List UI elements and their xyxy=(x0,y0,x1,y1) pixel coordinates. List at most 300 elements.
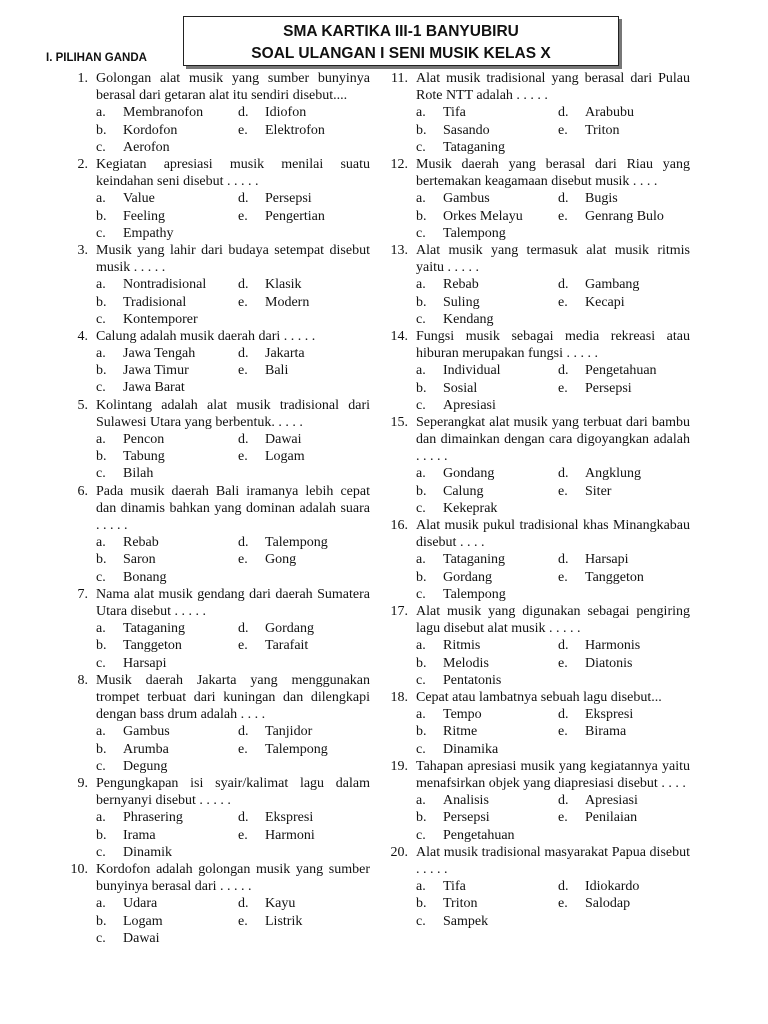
option-text: Tanggeton xyxy=(123,638,182,654)
option-text: Apresiasi xyxy=(443,397,496,413)
question-number: 12. xyxy=(390,156,408,172)
option-letter: c. xyxy=(96,466,106,482)
options-row xyxy=(96,225,370,242)
answer-option[interactable] xyxy=(416,190,558,207)
questions-column-left xyxy=(60,70,370,947)
question-text: Kegiatan apresiasi musik menilai suatu keindahan seni disebut . . . . . xyxy=(96,156,370,190)
option-text: Tataganing xyxy=(443,552,505,568)
option-letter: e. xyxy=(238,294,248,310)
answer-option[interactable] xyxy=(96,431,238,448)
option-letter: b. xyxy=(416,208,427,224)
option-letter: d. xyxy=(238,105,249,121)
question-item xyxy=(60,156,370,242)
option-text: Gordang xyxy=(265,621,314,637)
option-text: Sosial xyxy=(443,380,478,396)
option-letter: a. xyxy=(96,346,106,362)
question-number: 9. xyxy=(77,775,88,791)
answer-option[interactable] xyxy=(238,723,312,740)
answer-option[interactable] xyxy=(416,551,558,568)
options-row xyxy=(96,465,370,482)
question-number: 11. xyxy=(391,71,408,86)
answer-option[interactable] xyxy=(96,139,238,156)
answer-options xyxy=(96,895,370,947)
question-text: Pengungkapan isi syair/kalimat lagu dalam bernyanyi disebut . . . . . xyxy=(96,775,370,809)
answer-option[interactable] xyxy=(558,723,626,740)
answer-option[interactable] xyxy=(96,345,238,362)
option-text: Suling xyxy=(443,294,480,310)
answer-option[interactable] xyxy=(416,655,558,672)
options-row xyxy=(416,809,690,826)
answer-option[interactable] xyxy=(416,913,558,930)
answer-option[interactable] xyxy=(416,637,558,654)
answer-option[interactable] xyxy=(416,827,558,844)
answer-option[interactable] xyxy=(416,208,558,225)
option-text: Harsapi xyxy=(123,655,167,671)
option-letter: c. xyxy=(96,139,106,155)
option-letter: a. xyxy=(96,432,106,448)
answer-option[interactable] xyxy=(416,483,558,500)
option-text: Bilah xyxy=(123,466,154,482)
answer-option[interactable] xyxy=(238,551,296,568)
answer-option[interactable] xyxy=(96,362,238,379)
options-row xyxy=(416,362,690,379)
option-text: Diatonis xyxy=(585,655,633,671)
option-letter: d. xyxy=(558,363,569,379)
options-row xyxy=(96,551,370,568)
question-number: 2. xyxy=(77,156,88,172)
option-letter: b. xyxy=(416,724,427,740)
answer-option[interactable] xyxy=(558,895,630,912)
answer-option[interactable] xyxy=(416,741,558,758)
option-text: Kendang xyxy=(443,311,494,327)
answer-option[interactable] xyxy=(96,637,238,654)
option-letter: d. xyxy=(558,793,569,809)
option-text: Udara xyxy=(123,896,158,912)
answer-option[interactable] xyxy=(96,379,238,396)
option-text: Siter xyxy=(585,483,612,499)
answer-option[interactable] xyxy=(416,311,558,328)
options-row xyxy=(96,448,370,465)
option-letter: a. xyxy=(416,466,426,482)
answer-option[interactable] xyxy=(238,637,308,654)
options-row xyxy=(416,706,690,723)
answer-option[interactable] xyxy=(558,104,634,121)
answer-option[interactable] xyxy=(558,294,625,311)
option-text: Harmoni xyxy=(265,827,315,843)
option-text: Talempong xyxy=(443,225,506,241)
option-text: Feeling xyxy=(123,208,165,224)
question-text: Musik yang lahir dari budaya setempat disebut musik . . . . . xyxy=(96,242,370,276)
answer-option[interactable] xyxy=(416,895,558,912)
answer-options xyxy=(416,276,690,328)
option-letter: e. xyxy=(238,363,248,379)
option-letter: e. xyxy=(558,810,568,826)
option-text: Talempong xyxy=(443,586,506,602)
options-row xyxy=(416,465,690,482)
option-text: Phrasering xyxy=(123,810,183,826)
answer-option[interactable] xyxy=(416,294,558,311)
option-text: Triton xyxy=(443,896,478,912)
answer-options xyxy=(96,620,370,672)
answer-option[interactable] xyxy=(558,122,620,139)
answer-option[interactable] xyxy=(238,448,305,465)
option-text: Harsapi xyxy=(585,552,629,568)
option-letter: d. xyxy=(558,879,569,895)
option-text: Idiofon xyxy=(265,105,307,121)
option-letter: e. xyxy=(558,483,568,499)
option-text: Tataganing xyxy=(123,621,185,637)
question-number: 15. xyxy=(390,414,408,430)
option-letter: d. xyxy=(238,810,249,826)
answer-option[interactable] xyxy=(96,294,238,311)
answer-option[interactable] xyxy=(96,895,238,912)
option-letter: c. xyxy=(96,758,106,774)
answer-options xyxy=(416,706,690,758)
option-letter: e. xyxy=(558,208,568,224)
option-letter: d. xyxy=(238,346,249,362)
answer-options xyxy=(96,431,370,483)
question-item xyxy=(380,844,690,930)
option-letter: c. xyxy=(416,586,426,602)
answer-option[interactable] xyxy=(96,758,238,775)
option-text: Gordang xyxy=(443,569,492,585)
answer-option[interactable] xyxy=(96,208,238,225)
answer-option[interactable] xyxy=(238,276,302,293)
options-row xyxy=(416,190,690,207)
options-row xyxy=(416,792,690,809)
option-letter: b. xyxy=(96,741,107,757)
options-row xyxy=(96,723,370,740)
option-text: Salodap xyxy=(585,896,631,912)
school-name: SMA KARTIKA III-1 BANYUBIRU xyxy=(283,23,519,40)
option-letter: a. xyxy=(416,277,426,293)
option-letter: e. xyxy=(558,122,568,138)
answer-option[interactable] xyxy=(238,895,295,912)
question-item xyxy=(60,483,370,586)
answer-option[interactable] xyxy=(558,878,639,895)
option-letter: a. xyxy=(416,363,426,379)
answer-option[interactable] xyxy=(238,345,305,362)
option-text: Penilaian xyxy=(585,810,638,826)
answer-option[interactable] xyxy=(416,465,558,482)
question-text: Calung adalah musik daerah dari . . . . . xyxy=(96,328,316,344)
answer-option[interactable] xyxy=(558,208,664,225)
answer-options xyxy=(96,534,370,586)
option-letter: c. xyxy=(416,397,426,413)
answer-option[interactable] xyxy=(416,792,558,809)
answer-option[interactable] xyxy=(416,878,558,895)
question-text: Seperangkat alat musik yang terbuat dari bambu dan dimainkan dengan cara digoyangkan adalah . . . . . xyxy=(416,414,690,465)
question-item xyxy=(380,70,690,156)
option-text: Dawai xyxy=(265,432,302,448)
options-row xyxy=(96,294,370,311)
questions-column-right xyxy=(380,70,690,930)
answer-option[interactable] xyxy=(416,569,558,586)
answer-option[interactable] xyxy=(96,723,238,740)
option-text: Listrik xyxy=(265,913,303,929)
option-text: Nontradisional xyxy=(123,277,207,293)
question-item xyxy=(380,156,690,242)
answer-options xyxy=(96,276,370,328)
options-row xyxy=(96,620,370,637)
option-text: Calung xyxy=(443,483,484,499)
answer-options xyxy=(416,362,690,414)
option-letter: a. xyxy=(96,896,106,912)
answer-option[interactable] xyxy=(238,431,302,448)
option-text: Pengertian xyxy=(265,208,325,224)
options-row xyxy=(416,104,690,121)
option-letter: a. xyxy=(416,707,426,723)
option-letter: b. xyxy=(416,483,427,499)
answer-option[interactable] xyxy=(416,809,558,826)
option-text: Pentatonis xyxy=(443,672,502,688)
answer-options xyxy=(96,345,370,397)
option-text: Tifa xyxy=(443,879,466,895)
answer-option[interactable] xyxy=(238,620,314,637)
options-row xyxy=(96,362,370,379)
option-text: Klasik xyxy=(265,277,302,293)
question-text: Alat musik tradisional yang berasal dari Pulau Rote NTT adalah . . . . . xyxy=(416,71,690,104)
answer-option[interactable] xyxy=(238,190,312,207)
option-letter: d. xyxy=(558,552,569,568)
option-text: Kontemporer xyxy=(123,311,198,327)
answer-option[interactable] xyxy=(96,104,238,121)
option-text: Gong xyxy=(265,552,297,568)
option-text: Irama xyxy=(123,827,156,843)
answer-option[interactable] xyxy=(96,620,238,637)
answer-option[interactable] xyxy=(558,276,639,293)
option-letter: e. xyxy=(558,724,568,740)
answer-option[interactable] xyxy=(416,723,558,740)
option-text: Dinamik xyxy=(123,844,172,860)
option-letter: d. xyxy=(238,896,249,912)
option-text: Persepsi xyxy=(265,191,312,207)
answer-option[interactable] xyxy=(96,827,238,844)
answer-option[interactable] xyxy=(558,483,611,500)
question-text: Alat musik yang digunakan sebagai pengiring lagu disebut alat musik . . . . . xyxy=(416,604,690,637)
option-letter: c. xyxy=(96,569,106,585)
answer-option[interactable] xyxy=(416,122,558,139)
options-row xyxy=(416,294,690,311)
options-row xyxy=(416,139,690,156)
answer-option[interactable] xyxy=(96,930,238,947)
question-item xyxy=(60,328,370,397)
option-text: Talempong xyxy=(265,741,328,757)
option-text: Membranofon xyxy=(123,105,204,121)
option-text: Tataganing xyxy=(443,139,505,155)
options-row xyxy=(416,827,690,844)
answer-option[interactable] xyxy=(238,294,309,311)
option-letter: a. xyxy=(96,191,106,207)
question-text: Pada musik daerah Bali iramanya lebih cepat dan dinamis bahkan yang dominan adalah suara . . . . . xyxy=(96,483,370,534)
option-letter: e. xyxy=(238,741,248,757)
answer-option[interactable] xyxy=(558,706,633,723)
question-number: 13. xyxy=(390,242,408,258)
option-letter: c. xyxy=(96,930,106,946)
answer-option[interactable] xyxy=(96,190,238,207)
option-text: Bonang xyxy=(123,569,167,585)
answer-option[interactable] xyxy=(558,637,640,654)
answer-option[interactable] xyxy=(558,569,644,586)
options-row xyxy=(416,723,690,740)
option-letter: a. xyxy=(96,810,106,826)
answer-option[interactable] xyxy=(558,465,641,482)
answer-options xyxy=(416,551,690,603)
option-text: Value xyxy=(123,191,155,207)
answer-option[interactable] xyxy=(96,122,238,139)
option-letter: a. xyxy=(416,552,426,568)
answer-option[interactable] xyxy=(416,706,558,723)
option-letter: b. xyxy=(416,122,427,138)
question-item xyxy=(60,775,370,861)
answer-option[interactable] xyxy=(96,465,238,482)
answer-option[interactable] xyxy=(238,208,325,225)
question-number: 19. xyxy=(390,758,408,774)
option-letter: c. xyxy=(416,225,426,241)
option-letter: a. xyxy=(416,879,426,895)
option-letter: c. xyxy=(96,844,106,860)
question-number: 7. xyxy=(77,586,88,602)
option-text: Modern xyxy=(265,294,310,310)
question-item xyxy=(60,586,370,672)
options-row xyxy=(96,139,370,156)
option-text: Persepsi xyxy=(585,380,632,396)
option-letter: d. xyxy=(238,191,249,207)
answer-option[interactable] xyxy=(558,809,637,826)
answer-option[interactable] xyxy=(416,586,558,603)
option-text: Logam xyxy=(123,913,163,929)
option-text: Ekspresi xyxy=(585,707,634,723)
option-text: Tabung xyxy=(123,449,165,465)
options-row xyxy=(416,380,690,397)
answer-option[interactable] xyxy=(96,448,238,465)
option-letter: c. xyxy=(416,311,426,327)
answer-option[interactable] xyxy=(238,913,302,930)
answer-option[interactable] xyxy=(238,362,288,379)
question-text: Kordofon adalah golongan musik yang sumber bunyinya berasal dari . . . . . xyxy=(96,861,370,895)
answer-options xyxy=(96,723,370,775)
answer-option[interactable] xyxy=(96,534,238,551)
answer-options xyxy=(416,190,690,242)
answer-option[interactable] xyxy=(558,551,629,568)
answer-option[interactable] xyxy=(416,380,558,397)
option-letter: e. xyxy=(238,552,248,568)
question-text: Golongan alat musik yang sumber bunyinya berasal dari getaran alat itu sendiri disebut.... xyxy=(96,71,370,104)
answer-option[interactable] xyxy=(558,655,632,672)
option-text: Kordofon xyxy=(123,122,178,138)
answer-option[interactable] xyxy=(96,276,238,293)
options-row xyxy=(96,655,370,672)
option-letter: c. xyxy=(96,225,106,241)
question-text: Fungsi musik sebagai media rekreasi atau hiburan merupakan fungsi . . . . . xyxy=(416,328,690,362)
answer-option[interactable] xyxy=(558,380,632,397)
option-text: Ritme xyxy=(443,724,478,740)
option-text: Degung xyxy=(123,758,168,774)
answer-option[interactable] xyxy=(238,809,313,826)
answer-option[interactable] xyxy=(238,122,325,139)
answer-option[interactable] xyxy=(96,741,238,758)
options-row xyxy=(96,431,370,448)
answer-option[interactable] xyxy=(416,362,558,379)
option-letter: b. xyxy=(96,827,107,843)
question-item xyxy=(380,603,690,689)
answer-option[interactable] xyxy=(416,225,558,242)
answer-option[interactable] xyxy=(558,792,638,809)
answer-option[interactable] xyxy=(96,655,238,672)
answer-option[interactable] xyxy=(96,569,238,586)
answer-option[interactable] xyxy=(238,104,306,121)
question-item xyxy=(380,689,690,758)
option-text: Dinamika xyxy=(443,741,499,757)
options-row xyxy=(416,895,690,912)
answer-option[interactable] xyxy=(96,844,238,861)
options-row xyxy=(96,809,370,826)
option-text: Birama xyxy=(585,724,627,740)
answer-option[interactable] xyxy=(96,809,238,826)
option-letter: e. xyxy=(238,913,248,929)
question-number: 8. xyxy=(77,672,88,688)
option-letter: a. xyxy=(96,105,106,121)
question-item xyxy=(380,328,690,414)
answer-option[interactable] xyxy=(96,225,238,242)
options-row xyxy=(416,878,690,895)
question-number: 4. xyxy=(77,328,88,344)
answer-option[interactable] xyxy=(96,913,238,930)
option-text: Genrang Bulo xyxy=(585,208,664,224)
answer-option[interactable] xyxy=(416,397,558,414)
answer-option[interactable] xyxy=(416,139,558,156)
answer-option[interactable] xyxy=(558,362,657,379)
option-text: Bali xyxy=(265,363,289,379)
question-number: 5. xyxy=(77,397,88,413)
answer-option[interactable] xyxy=(238,827,315,844)
option-text: Tanjidor xyxy=(265,724,313,740)
question-text: Tahapan apresiasi musik yang kegiatannya yaitu menafsirkan objek yang diapresiasi disebut . . . . xyxy=(416,758,690,791)
question-text: Alat musik pukul tradisional khas Minangkabau disebut . . . . xyxy=(416,518,690,551)
question-number: 10. xyxy=(70,861,88,877)
option-letter: c. xyxy=(416,741,426,757)
option-text: Kayu xyxy=(265,896,296,912)
answer-option[interactable] xyxy=(416,276,558,293)
options-row xyxy=(416,483,690,500)
option-text: Jawa Timur xyxy=(123,363,189,379)
option-letter: e. xyxy=(238,827,248,843)
option-text: Gambang xyxy=(585,277,640,293)
option-text: Tradisional xyxy=(123,294,187,310)
option-letter: e. xyxy=(558,655,568,671)
answer-option[interactable] xyxy=(416,672,558,689)
option-letter: b. xyxy=(96,363,107,379)
question-number: 20. xyxy=(390,844,408,860)
option-letter: d. xyxy=(558,638,569,654)
option-letter: d. xyxy=(238,277,249,293)
answer-option[interactable] xyxy=(416,104,558,121)
answer-option[interactable] xyxy=(238,534,328,551)
answer-option[interactable] xyxy=(558,190,618,207)
options-row xyxy=(416,276,690,293)
option-text: Pengetahuan xyxy=(443,827,515,843)
answer-options xyxy=(96,809,370,861)
answer-option[interactable] xyxy=(238,741,328,758)
answer-option[interactable] xyxy=(416,500,558,517)
answer-option[interactable] xyxy=(96,311,238,328)
option-text: Saron xyxy=(123,552,156,568)
question-text: Alat musik yang termasuk alat musik ritmis yaitu . . . . . xyxy=(416,242,690,276)
answer-option[interactable] xyxy=(96,551,238,568)
option-letter: e. xyxy=(558,569,568,585)
option-letter: b. xyxy=(416,655,427,671)
option-text: Ritmis xyxy=(443,638,481,654)
